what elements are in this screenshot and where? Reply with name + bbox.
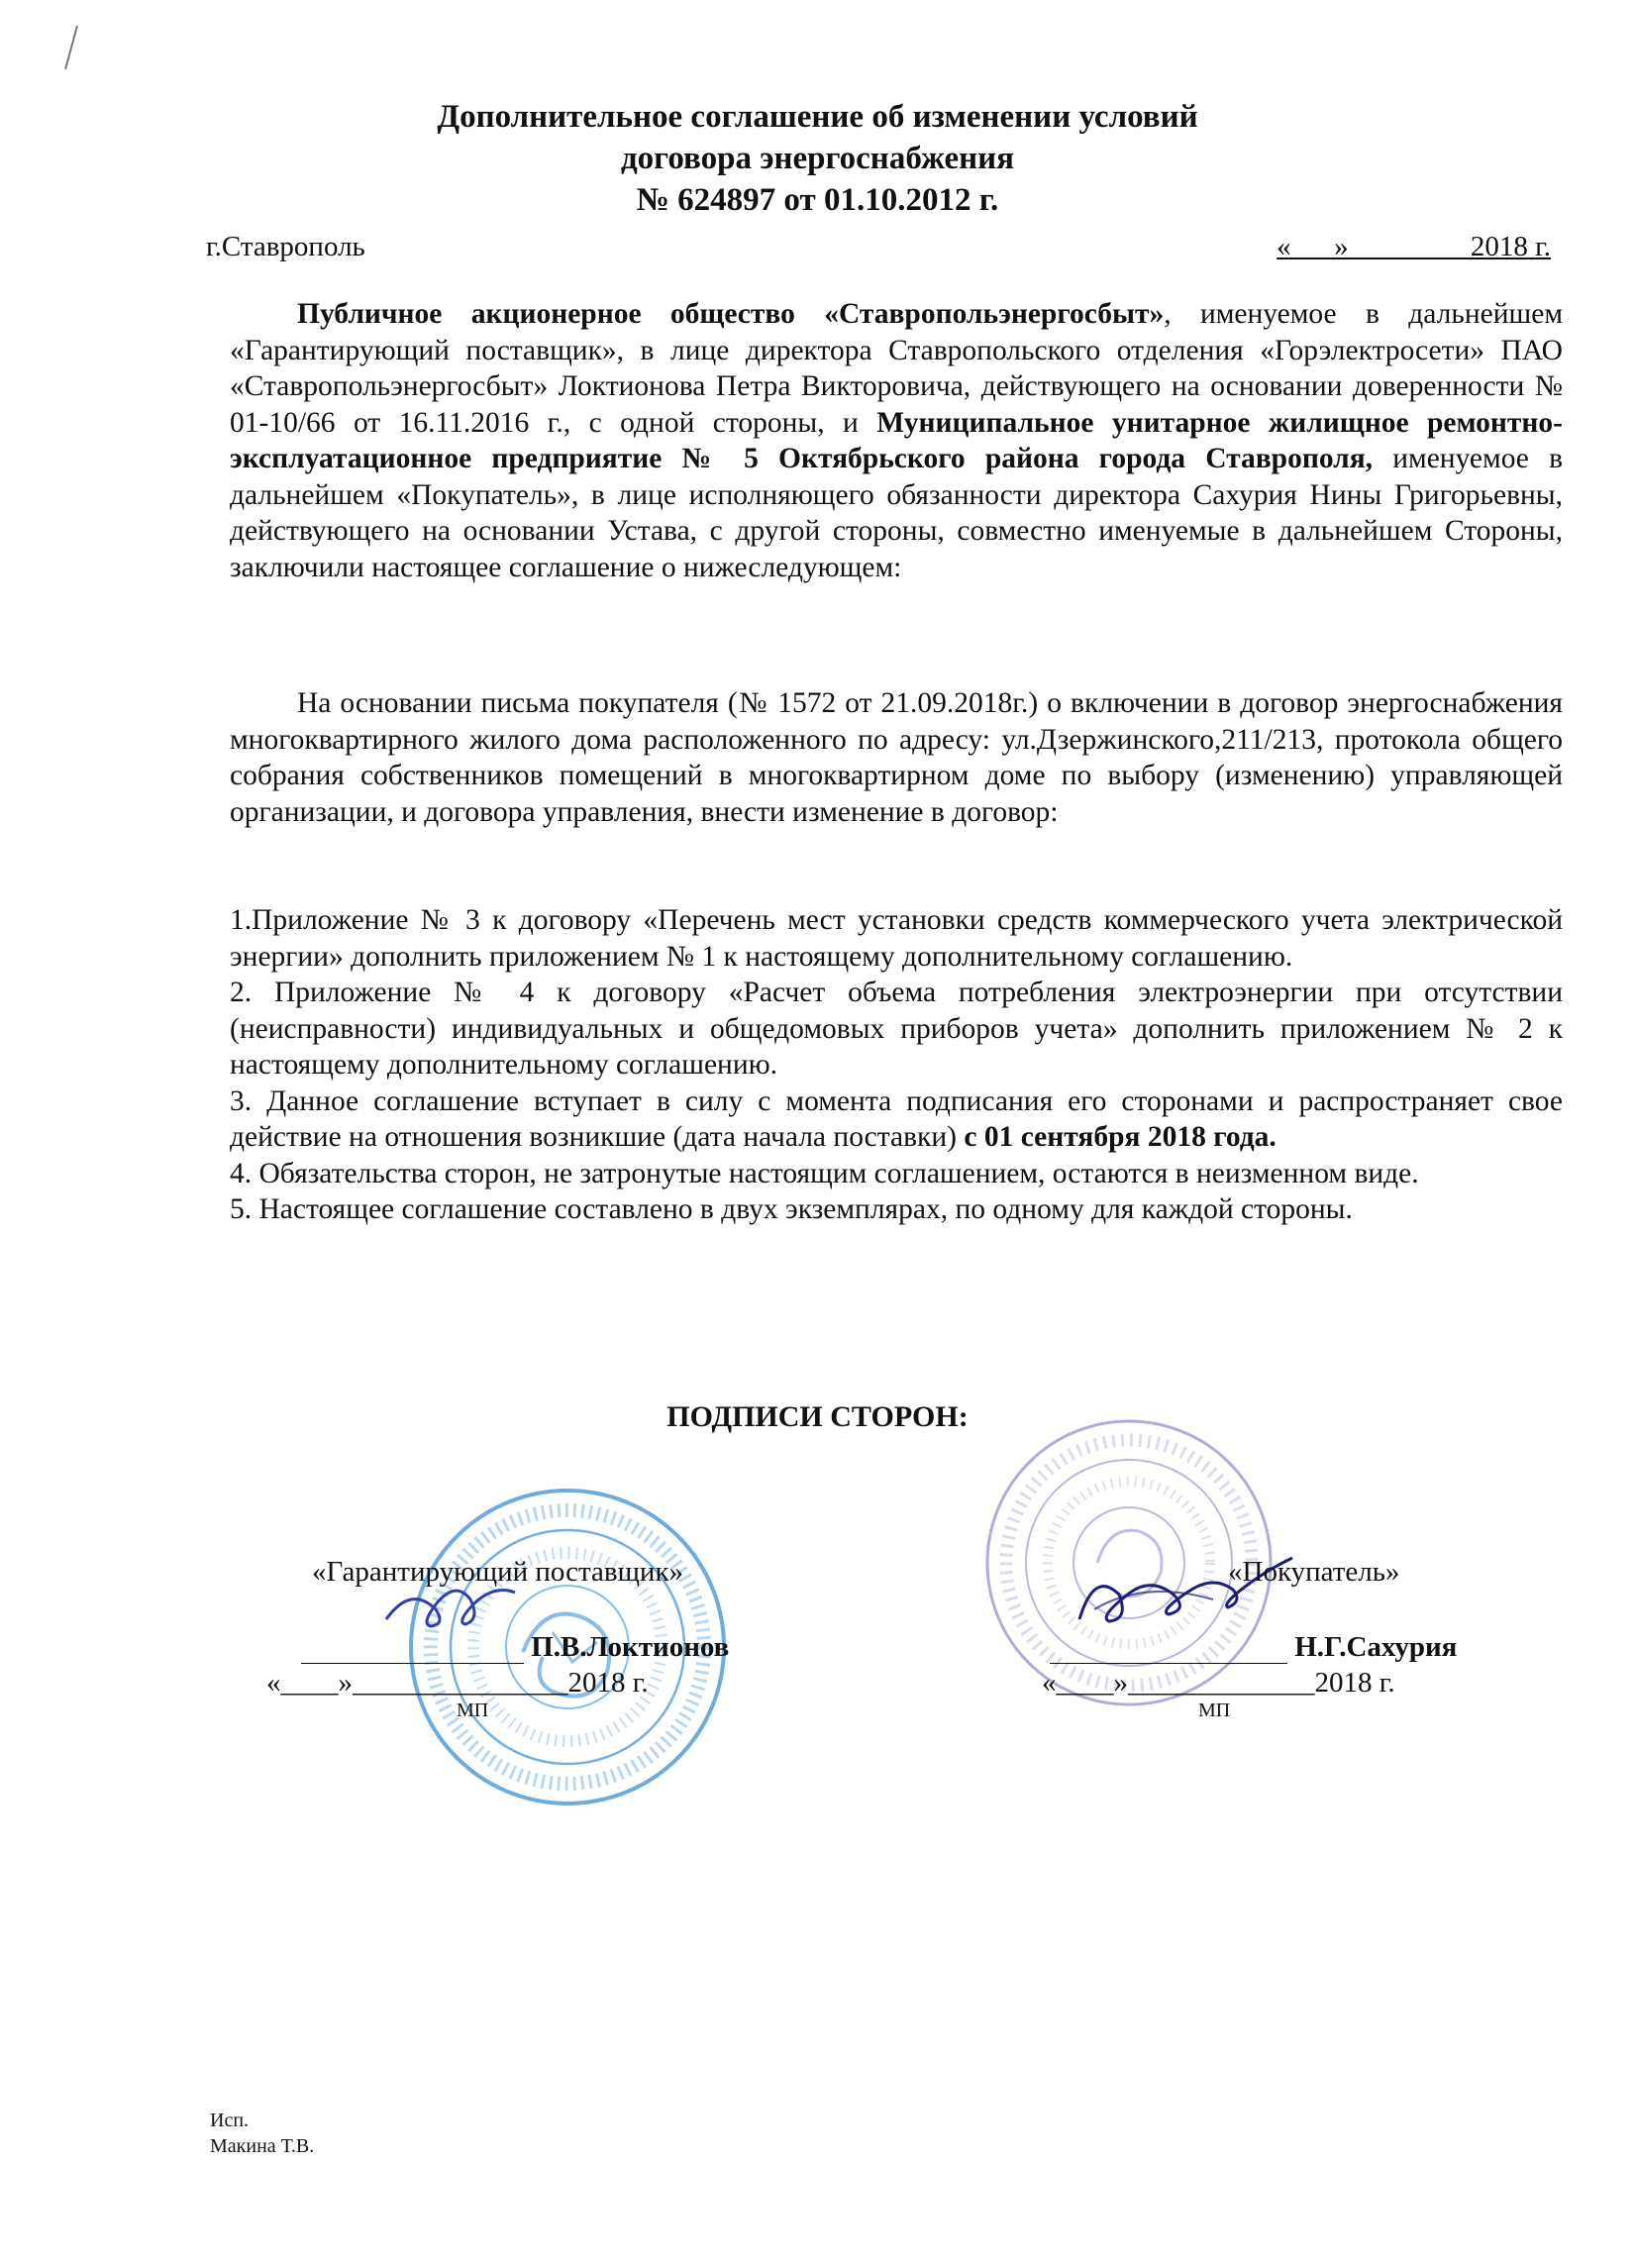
pen-mark-icon <box>61 24 81 73</box>
executor-label: Исп. <box>210 2110 250 2131</box>
signatures-heading: ПОДПИСИ СТОРОН: <box>666 1400 969 1433</box>
seller-name: Публичное акционерное общество «Ставропольэнергосбыт» <box>297 298 1165 330</box>
basis-paragraph <box>230 685 1563 830</box>
seller-name-line <box>301 1630 729 1664</box>
title-line-2: договора энергоснабжения <box>620 141 1015 176</box>
buyer-date: «____»_____________2018 г. <box>1042 1667 1395 1699</box>
parties-text-2: именуемое в дальнейшем «Покупатель», в лице исполняющего обязанности директора Сахурия Нины Григорьевны, действующего на основании Устава, с другой стороны, совместно именуемые в дальнейшем Стороны, заключили настоящее соглашение о нижеследующем: <box>230 443 1563 583</box>
document-title <box>0 96 1635 221</box>
seller-mp: МП <box>457 1700 489 1721</box>
basis-text: На основании письма покупателя (№ 1572 от 21.09.2018г.) о включении в договор энергоснабжения многоквартирного жилого дома расположенного по адресу: ул.Дзержинского,211/213, протокола общего собрания собственников помещений в многоквартирном доме по выбору (изменению) управляющей организации, и договора управления, внести изменение в договор: <box>230 687 1563 828</box>
seller-role: «Гарантирующий поставщик» <box>312 1556 684 1588</box>
buyer-name-line <box>1050 1630 1457 1664</box>
buyer-sign-underline <box>1050 1663 1287 1664</box>
item-3-date: с 01 сентября 2018 года. <box>964 1121 1277 1153</box>
seller-signature-block <box>266 1555 771 1721</box>
item-2: 2. Приложение № 4 к договору «Расчет объема потребления электроэнергии при отсутствии (неисправности) индивидуальных и общедомовых приборов учета» дополнить приложением № 2 к настоящему дополнительному соглашению. <box>230 977 1563 1081</box>
parties-paragraph <box>230 296 1563 585</box>
seller-sign-underline <box>301 1663 524 1664</box>
place-date-line <box>206 229 1551 264</box>
item-4: 4. Обязательства сторон, не затронутые настоящим соглашением, остаются в неизменном виде. <box>230 1157 1419 1189</box>
buyer-signature-block <box>1042 1555 1545 1721</box>
item-1: 1.Приложение № 3 к договору «Перечень мест установки средств коммерческого учета электрической энергии» дополнить приложением № 1 к настоящему дополнительному соглашению. <box>230 904 1563 973</box>
item-3 <box>230 1083 1563 1156</box>
buyer-signer-name: Н.Г.Сахурия <box>1294 1631 1458 1663</box>
agreement-items <box>230 902 1563 1228</box>
buyer-name: Муниципальное унитарное жилищное ремонтно-эксплуатационное предприятие № 5 Октябрьского района города Ставрополя, <box>230 406 1563 474</box>
title-line-1: Дополнительное соглашение об изменении условий <box>437 99 1198 135</box>
executor-footer <box>210 2108 314 2159</box>
buyer-mp: МП <box>1198 1700 1231 1721</box>
seller-date: «____»_______________2018 г. <box>266 1667 649 1699</box>
date-field: « » 2018 г. <box>1277 231 1551 262</box>
item-3-text: 3. Данное соглашение вступает в силу с момента подписания его сторонами и распространяет свое действие на отношения возникшие (дата начала поставки) <box>230 1084 1563 1153</box>
buyer-role: «Покупатель» <box>1228 1556 1400 1588</box>
executor-name: Макина Т.В. <box>210 2135 315 2157</box>
seller-signer-name: П.В.Локтионов <box>531 1631 730 1663</box>
item-5: 5. Настоящее соглашение составлено в двух экземплярах, по одному для каждой стороны. <box>230 1193 1353 1225</box>
parties-text-1: , именуемое в дальнейшем «Гарантирующий поставщик», в лице директора Ставропольского отделения «Горэлектросети» ПАО «Ставропольэнергосбыт» Локтионова Петра Викторовича, действующего на основании доверенности № 01-10/66 от 16.11.2016 г., с одной стороны, и <box>230 298 1563 439</box>
title-line-3: № 624897 от 01.10.2012 г. <box>636 182 999 218</box>
city: г.Ставрополь <box>206 231 365 262</box>
